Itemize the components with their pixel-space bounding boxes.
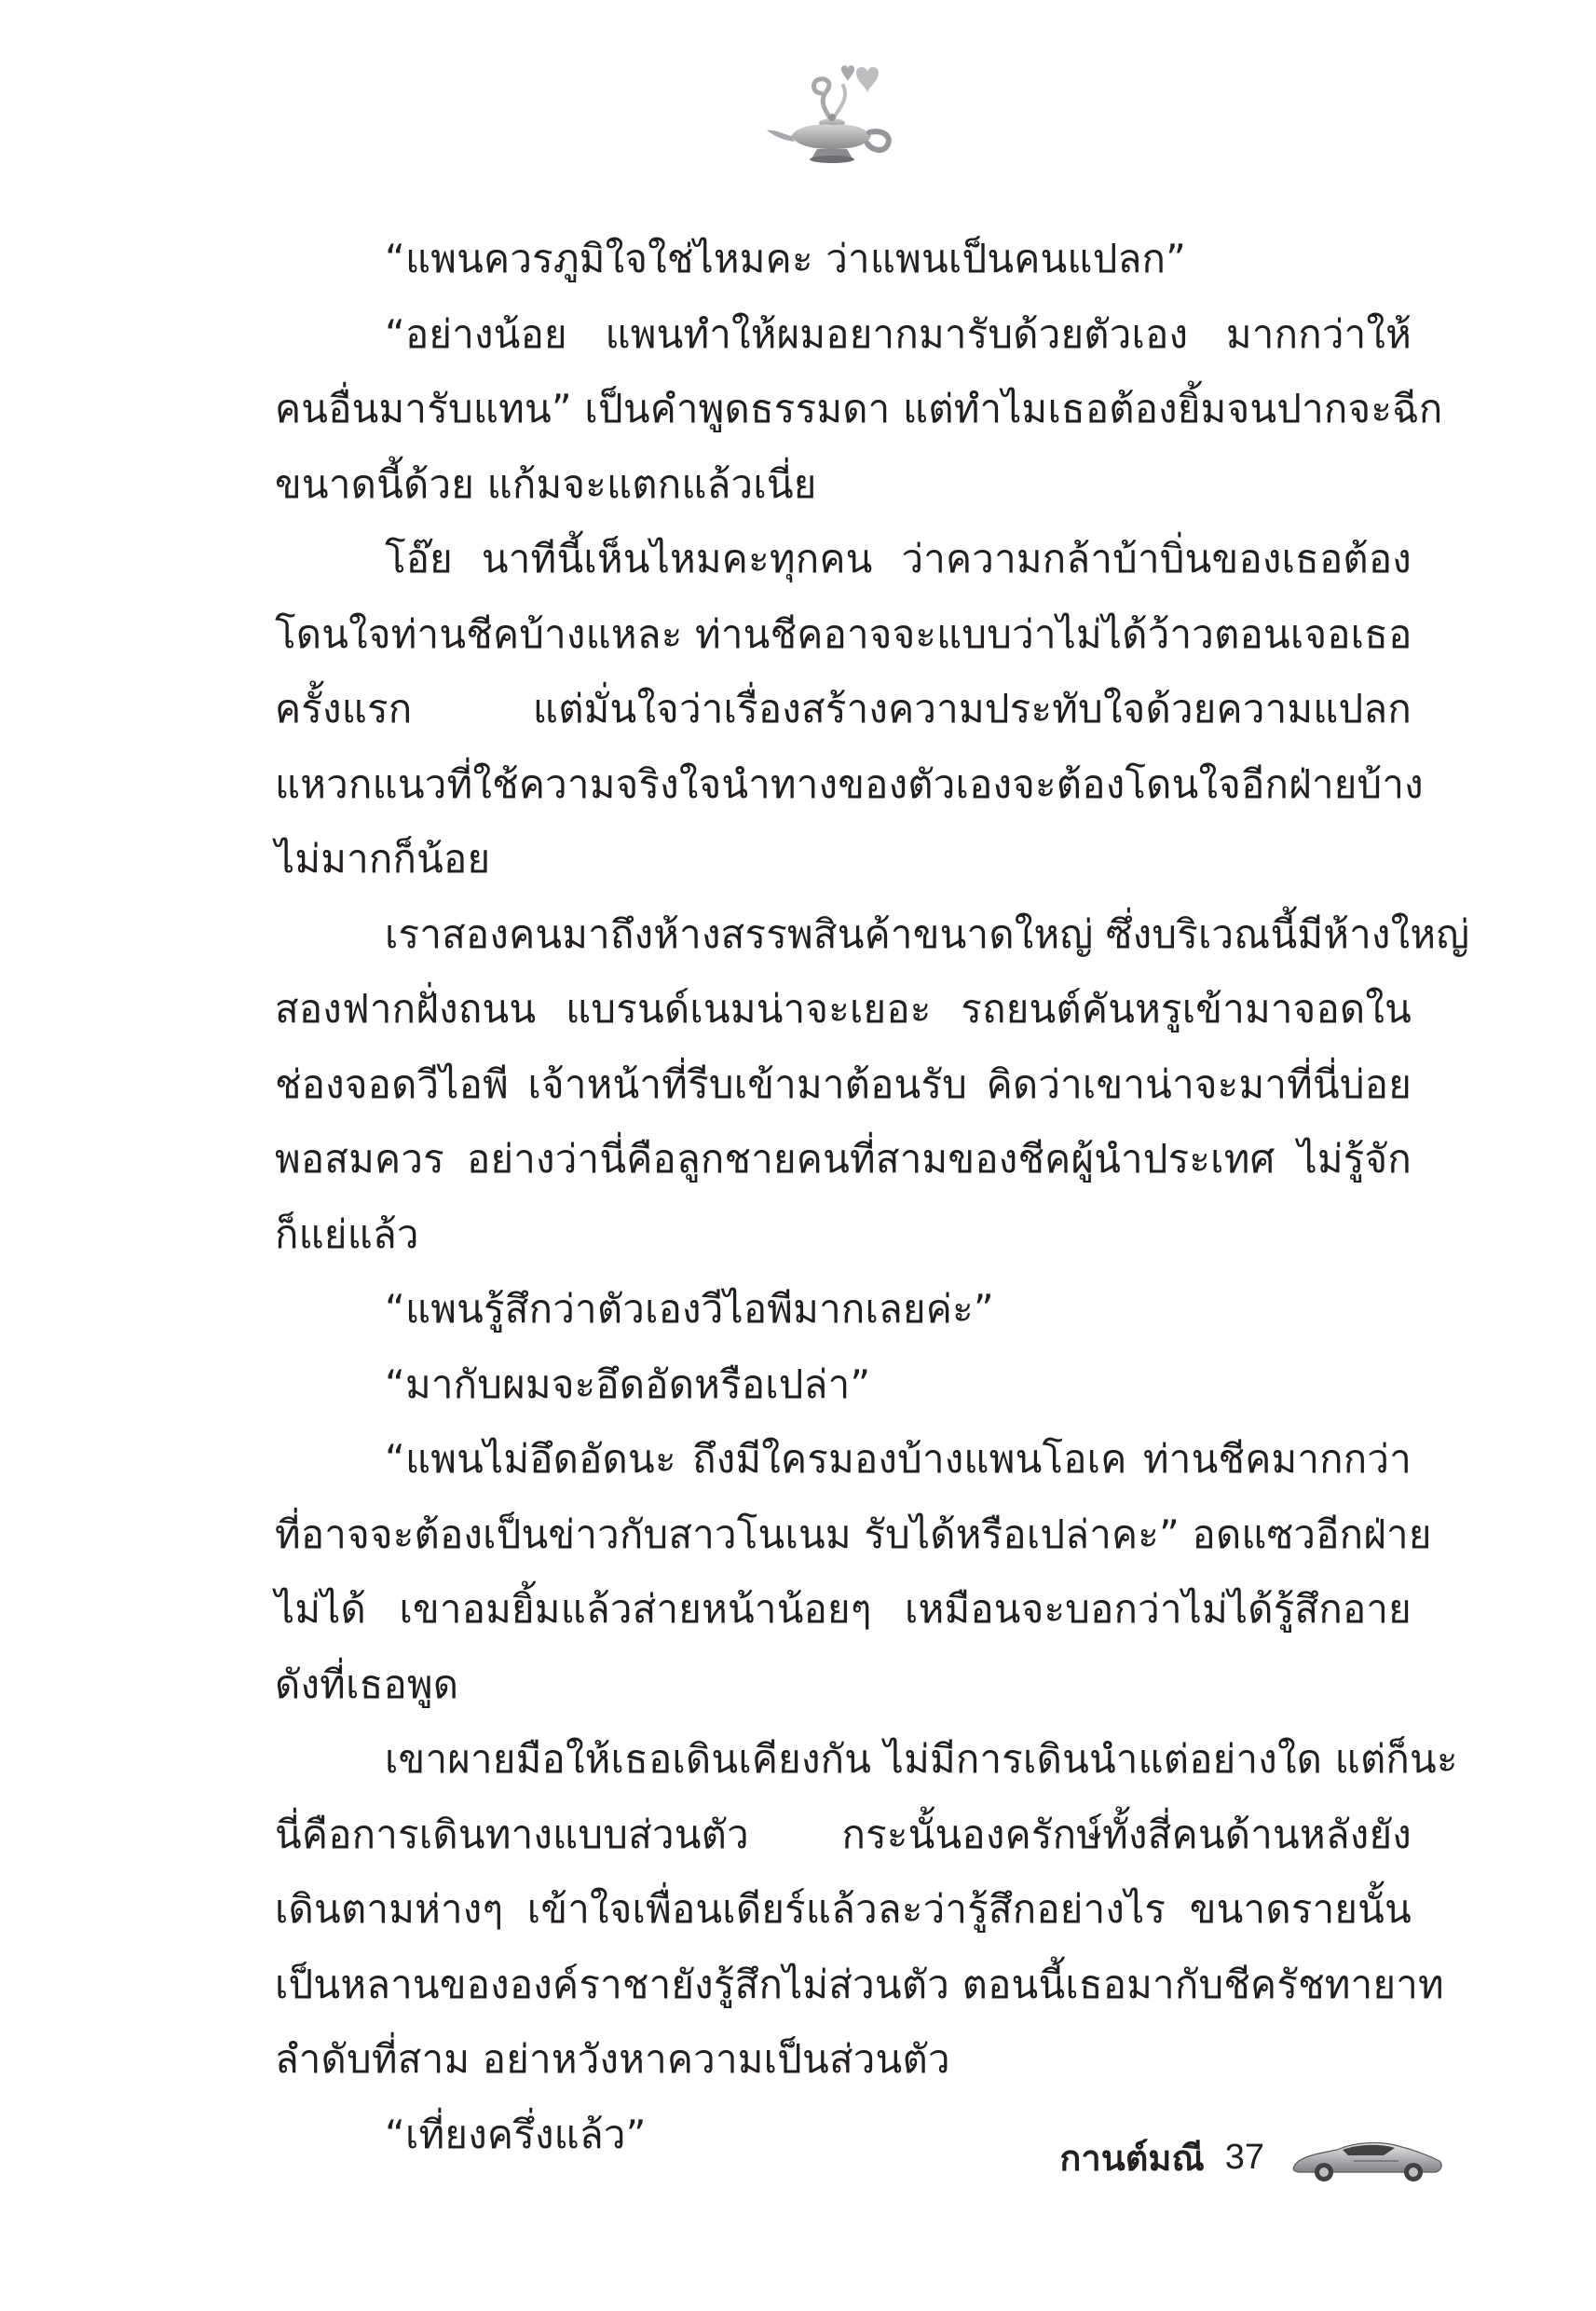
text-line: “อย่างน้อย แพนทำให้ผมอยากมารับด้วยตัวเอง มากกว่าให้ — [385, 310, 1412, 357]
text-line: แหวกแนวที่ใช้ความจริงใจนำทางของตัวเองจะต้องโดนใจอีกฝ่ายบ้าง — [275, 760, 1424, 807]
text-line: คนอื่นมารับแทน” เป็นคำพูดธรรมดา แต่ทำไมเธอต้องยิ้มจนปากจะฉีก — [275, 386, 1443, 431]
text-line: ช่องจอดวีไอพี เจ้าหน้าที่รีบเข้ามาต้อนรับ คิดว่าเขาน่าจะมาที่นี่บ่อย — [275, 1060, 1412, 1107]
body-text — [275, 222, 1470, 2172]
text-line: พอสมควร อย่างว่านี่คือลูกชายคนที่สามของชีคผู้นำประเทศ ไม่รู้จัก — [275, 1136, 1412, 1182]
text-line: “มากับผมจะอึดอัดหรือเปล่า” — [385, 1361, 871, 1407]
page-number: 37 — [1224, 2137, 1264, 2177]
author-name: กานต์มณี — [1059, 2137, 1205, 2179]
text-line: ดังที่เธอพูด — [275, 1661, 459, 1707]
text-line: นี่คือการเดินทางแบบส่วนตัว กระนั้นองครักษ์ทั้งสี่คนด้านหลังยัง — [275, 1811, 1412, 1857]
text-line: “แพนรู้สึกว่าตัวเองวีไอพีมากเลยค่ะ” — [385, 1286, 994, 1332]
text-line: เขาผายมือให้เธอเดินเคียงกัน ไม่มีการเดินนำแต่อย่างใด แต่ก็นะ — [385, 1736, 1458, 1782]
text-line: ที่อาจจะต้องเป็นข่าวกับสาวโนเนม รับได้หรือเปล่าคะ” อดแซวอีกฝ่าย — [275, 1511, 1432, 1557]
text-line: เราสองคนมาถึงห้างสรรพสินค้าขนาดใหญ่ ซึ่งบริเวณนี้มีห้างใหญ่ — [385, 910, 1470, 957]
page-footer — [1059, 2129, 1447, 2185]
text-line: โดนใจท่านชีคบ้างแหละ ท่านชีคอาจจะแบบว่าไม่ได้ว้าวตอนเจอเธอ — [275, 610, 1412, 657]
text-line: ครั้งแรก แต่มั่นใจว่าเรื่องสร้างความประทับใจด้วยความแปลก — [275, 686, 1412, 732]
text-line: “แพนไม่อึดอัดนะ ถึงมีใครมองบ้างแพนโอเค ท่านชีคมากกว่า — [385, 1436, 1412, 1482]
text-line: ก็แย่แล้ว — [275, 1210, 419, 1257]
text-line: สองฟากฝั่งถนน แบรนด์เนมน่าจะเยอะ รถยนต์คันหรูเข้ามาจอดใน — [275, 986, 1412, 1032]
text-line: ไม่มากก็น้อย — [275, 836, 491, 882]
text-line: เป็นหลานขององค์ราชายังรู้สึกไม่ส่วนตัว ตอนนี้เธอมากับชีครัชทายาท — [275, 1961, 1444, 2007]
text-line: “แพนควรภูมิใจใช่ไหมคะ ว่าแพนเป็นคนแปลก” — [385, 236, 1187, 281]
text-line: ลำดับที่สาม อย่าหวังหาความเป็นส่วนตัว — [275, 2036, 950, 2082]
genie-lamp-heart-icon — [759, 56, 908, 168]
text-line: โอ๊ย นาทีนี้เห็นไหมคะทุกคน ว่าความกล้าบ้าบิ่นของเธอต้อง — [385, 536, 1412, 581]
text-line: ไม่ได้ เขาอมยิ้มแล้วส่ายหน้าน้อยๆ เหมือนจะบอกว่าไม่ได้รู้สึกอาย — [275, 1586, 1412, 1632]
text-line: “เที่ยงครึ่งแล้ว” — [385, 2111, 647, 2157]
text-line: เดินตามห่างๆ เข้าใจเพื่อนเดียร์แล้วละว่ารู้สึกอย่างไร ขนาดรายนั้น — [275, 1886, 1412, 1932]
text-line: ขนาดนี้ด้วย แก้มจะแตกแล้วเนี่ย — [275, 460, 817, 507]
sports-car-icon — [1289, 2129, 1447, 2185]
